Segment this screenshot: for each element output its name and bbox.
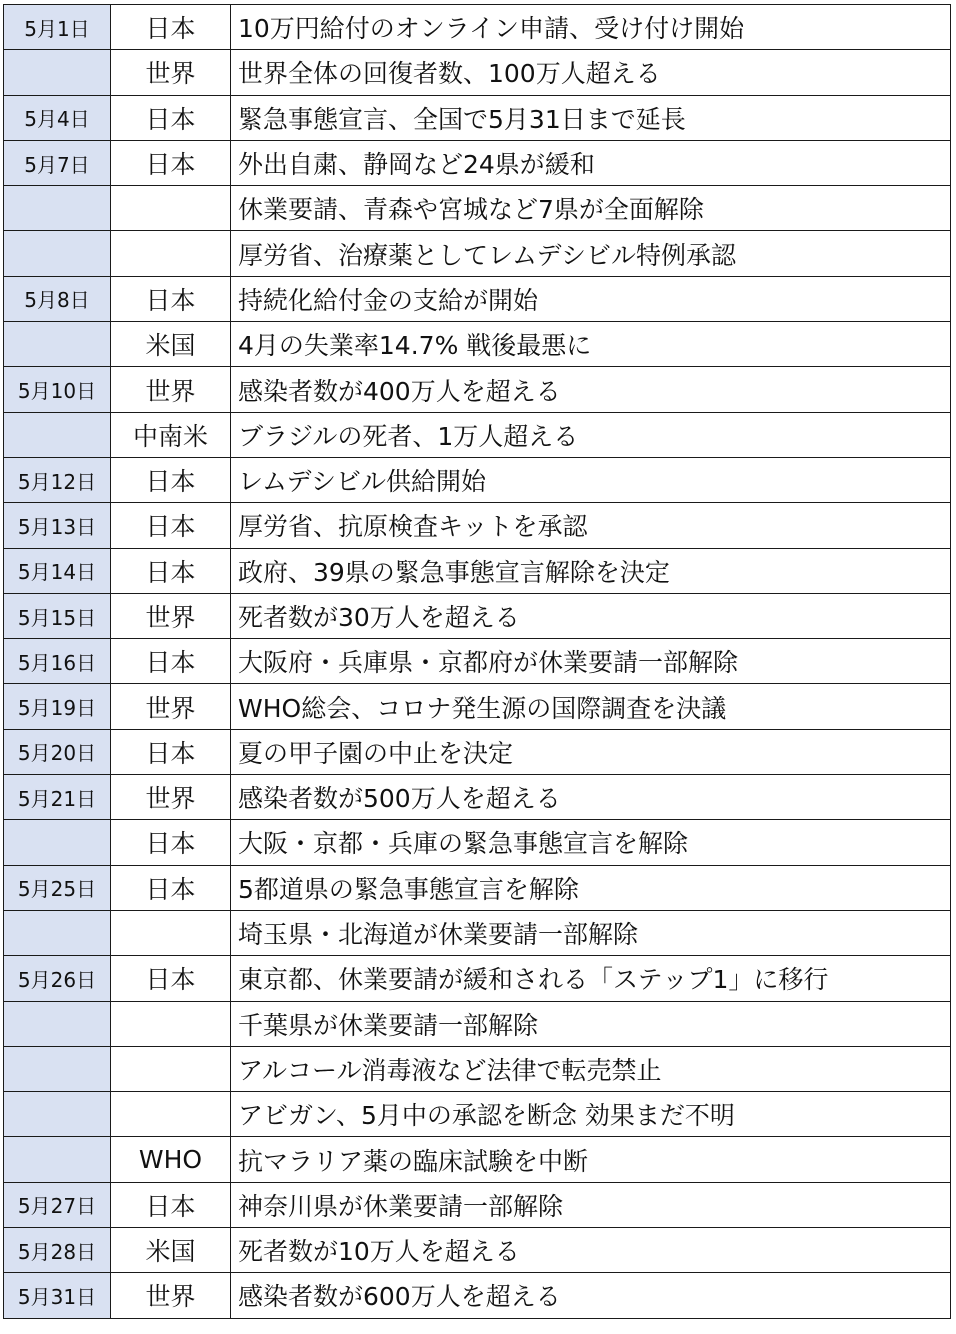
region-cell: 世界	[111, 1273, 231, 1318]
region-cell: 日本	[111, 956, 231, 1001]
table-row	[4, 593, 951, 638]
table-row	[4, 820, 951, 865]
date-cell	[4, 231, 111, 276]
region-cell: 日本	[111, 1182, 231, 1227]
event-cell: 埼玉県・北海道が休業要請一部解除	[231, 910, 951, 955]
region-cell	[111, 1046, 231, 1091]
date-cell: 5月19日	[4, 684, 111, 729]
region-cell	[111, 910, 231, 955]
event-cell: 10万円給付のオンライン申請、受け付け開始	[231, 5, 951, 50]
table-row	[4, 1137, 951, 1182]
date-cell: 5月26日	[4, 956, 111, 1001]
table-row	[4, 910, 951, 955]
date-cell: 5月25日	[4, 865, 111, 910]
event-cell: 千葉県が休業要請一部解除	[231, 1001, 951, 1046]
table-row	[4, 457, 951, 502]
region-cell: 世界	[111, 684, 231, 729]
event-cell: 感染者数が600万人を超える	[231, 1273, 951, 1318]
region-cell: 世界	[111, 367, 231, 412]
region-cell: 日本	[111, 820, 231, 865]
event-cell: 厚労省、抗原検査キットを承認	[231, 503, 951, 548]
date-cell	[4, 412, 111, 457]
region-cell	[111, 186, 231, 231]
event-cell: 厚労省、治療薬としてレムデシビル特例承認	[231, 231, 951, 276]
region-cell: 日本	[111, 865, 231, 910]
event-cell: 感染者数が400万人を超える	[231, 367, 951, 412]
date-cell: 5月16日	[4, 639, 111, 684]
table-row	[4, 1046, 951, 1091]
event-cell: アビガン、5月中の承認を断念 効果まだ不明	[231, 1092, 951, 1137]
date-cell	[4, 910, 111, 955]
table-row	[4, 276, 951, 321]
table-row	[4, 684, 951, 729]
event-cell: 持続化給付金の支給が開始	[231, 276, 951, 321]
table-row	[4, 865, 951, 910]
region-cell: WHO	[111, 1137, 231, 1182]
event-cell: 4月の失業率14.7% 戦後最悪に	[231, 322, 951, 367]
table-row	[4, 639, 951, 684]
date-cell: 5月1日	[4, 5, 111, 50]
region-cell	[111, 1092, 231, 1137]
table-row	[4, 50, 951, 95]
table-row	[4, 1001, 951, 1046]
date-cell: 5月21日	[4, 775, 111, 820]
date-cell	[4, 1046, 111, 1091]
region-cell	[111, 231, 231, 276]
table-row	[4, 322, 951, 367]
region-cell: 米国	[111, 322, 231, 367]
region-cell: 日本	[111, 639, 231, 684]
table-row	[4, 1092, 951, 1137]
event-cell: 大阪・京都・兵庫の緊急事態宣言を解除	[231, 820, 951, 865]
table-row	[4, 729, 951, 774]
date-cell: 5月12日	[4, 457, 111, 502]
event-cell: 神奈川県が休業要請一部解除	[231, 1182, 951, 1227]
region-cell: 日本	[111, 95, 231, 140]
event-cell: 外出自粛、静岡など24県が緩和	[231, 140, 951, 185]
table-row	[4, 5, 951, 50]
event-cell: 世界全体の回復者数、100万人超える	[231, 50, 951, 95]
event-cell: 休業要請、青森や宮城など7県が全面解除	[231, 186, 951, 231]
table-row	[4, 1273, 951, 1318]
event-cell: 夏の甲子園の中止を決定	[231, 729, 951, 774]
date-cell: 5月13日	[4, 503, 111, 548]
table-row	[4, 140, 951, 185]
date-cell: 5月27日	[4, 1182, 111, 1227]
region-cell: 日本	[111, 503, 231, 548]
event-cell: 政府、39県の緊急事態宣言解除を決定	[231, 548, 951, 593]
event-cell: 5都道県の緊急事態宣言を解除	[231, 865, 951, 910]
date-cell	[4, 322, 111, 367]
table-row	[4, 1182, 951, 1227]
table-row	[4, 367, 951, 412]
date-cell	[4, 1137, 111, 1182]
event-cell: WHO総会、コロナ発生源の国際調査を決議	[231, 684, 951, 729]
region-cell: 日本	[111, 140, 231, 185]
date-cell	[4, 1092, 111, 1137]
region-cell: 世界	[111, 775, 231, 820]
region-cell: 日本	[111, 457, 231, 502]
timeline-body	[4, 5, 951, 1319]
region-cell: 日本	[111, 276, 231, 321]
table-row	[4, 503, 951, 548]
event-cell: アルコール消毒液など法律で転売禁止	[231, 1046, 951, 1091]
table-row	[4, 186, 951, 231]
date-cell: 5月7日	[4, 140, 111, 185]
region-cell: 日本	[111, 548, 231, 593]
date-cell: 5月31日	[4, 1273, 111, 1318]
event-cell: 抗マラリア薬の臨床試験を中断	[231, 1137, 951, 1182]
table-row	[4, 412, 951, 457]
date-cell: 5月14日	[4, 548, 111, 593]
date-cell: 5月4日	[4, 95, 111, 140]
table-row	[4, 548, 951, 593]
event-cell: 死者数が30万人を超える	[231, 593, 951, 638]
date-cell: 5月20日	[4, 729, 111, 774]
event-cell: 東京都、休業要請が緩和される「ステップ1」に移行	[231, 956, 951, 1001]
region-cell: 中南米	[111, 412, 231, 457]
region-cell: 世界	[111, 50, 231, 95]
table-row	[4, 95, 951, 140]
date-cell: 5月15日	[4, 593, 111, 638]
date-cell	[4, 50, 111, 95]
table-row	[4, 231, 951, 276]
event-cell: 大阪府・兵庫県・京都府が休業要請一部解除	[231, 639, 951, 684]
date-cell: 5月28日	[4, 1228, 111, 1273]
event-cell: レムデシビル供給開始	[231, 457, 951, 502]
region-cell: 世界	[111, 593, 231, 638]
date-cell	[4, 820, 111, 865]
region-cell	[111, 1001, 231, 1046]
table-row	[4, 1228, 951, 1273]
date-cell	[4, 186, 111, 231]
region-cell: 日本	[111, 5, 231, 50]
date-cell: 5月10日	[4, 367, 111, 412]
event-cell: 感染者数が500万人を超える	[231, 775, 951, 820]
event-cell: 緊急事態宣言、全国で5月31日まで延長	[231, 95, 951, 140]
region-cell: 日本	[111, 729, 231, 774]
date-cell	[4, 1001, 111, 1046]
event-cell: 死者数が10万人を超える	[231, 1228, 951, 1273]
region-cell: 米国	[111, 1228, 231, 1273]
timeline-table	[3, 4, 951, 1319]
table-row	[4, 956, 951, 1001]
date-cell: 5月8日	[4, 276, 111, 321]
table-row	[4, 775, 951, 820]
event-cell: ブラジルの死者、1万人超える	[231, 412, 951, 457]
